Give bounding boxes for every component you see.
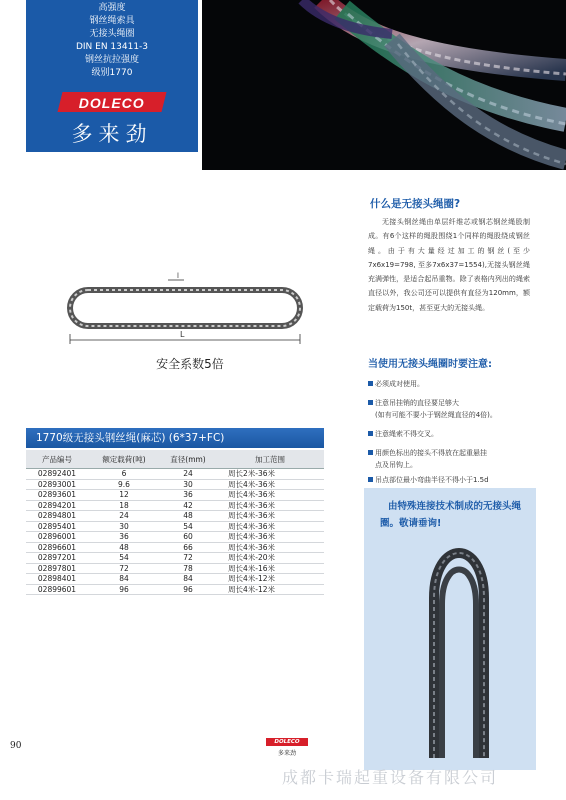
table-cell: 02892401 [26,469,88,480]
table-title: 1770级无接头钢丝绳(麻芯) (6*37+FC) [26,428,324,448]
note-item: 注意吊挂销的直径要足够大 [368,397,459,410]
table-cell: 02894201 [26,500,88,511]
brand-header-panel [26,0,198,152]
note-item: 吊点部位最小弯曲半径不得小于1.5d [368,474,489,487]
table-row [26,500,324,511]
table-cell: 周长4米-36米 [216,479,324,490]
table-cell: 6 [88,469,160,480]
table-cell: 周长4米-36米 [216,511,324,522]
bullet-square-icon [368,400,373,405]
sling-diagram [60,268,310,348]
safety-factor-label: 安全系数5倍 [156,357,224,371]
promo-text: 由特殊连接技术制成的无接头绳圈。敬请垂询! [380,501,522,529]
note-item: 注意绳索不得交叉。 [368,428,438,441]
table-row [26,469,324,480]
col-header: 产品编号 [26,450,88,469]
table-header-row [26,450,324,469]
bullet-square-icon [368,431,373,436]
table-row [26,574,324,585]
notes-title: 当使用无接头绳圈时要注意: [368,359,492,370]
col-header: 直径(mm) [160,450,216,469]
table-cell: 42 [160,500,216,511]
table-cell: 72 [160,553,216,564]
table-cell: 02896601 [26,542,88,553]
table-cell: 02897201 [26,553,88,564]
table-row [26,563,324,574]
table-cell: 18 [88,500,160,511]
table-cell: 02893601 [26,490,88,501]
header-line: 级别1770 [91,68,133,78]
table-row [26,490,324,501]
bullet-square-icon [368,477,373,482]
sling-outline [70,290,300,326]
table-cell: 周长4米-36米 [216,542,324,553]
table-cell: 02893001 [26,479,88,490]
table-cell: 24 [160,469,216,480]
table-cell: 54 [160,521,216,532]
table-cell: 02898401 [26,574,88,585]
sling-strands [70,290,300,326]
header-line: 高强度 [98,3,126,13]
watermark-text: 成都卡瑞起重设备有限公司 [282,768,499,787]
brand-name-cn: 多来劲 [71,122,153,146]
table-cell: 24 [88,511,160,522]
doleco-logo [58,92,167,112]
table-cell: 78 [160,563,216,574]
section-title-what-is: 什么是无接头绳圈? [370,198,461,210]
table-cell: 30 [160,479,216,490]
table-row [26,553,324,564]
table-cell: 周长4米-36米 [216,500,324,511]
table-row [26,532,324,543]
spec-table [26,450,324,595]
footer-logo: DOLECO [266,738,308,746]
table-cell: 66 [160,542,216,553]
table-cell: 36 [160,490,216,501]
table-cell: 周长4米-36米 [216,532,324,543]
table-cell: 48 [160,511,216,522]
table-cell: 02897801 [26,563,88,574]
col-header: 额定载荷(吨) [88,450,160,469]
table-cell: 周长4米-12米 [216,574,324,585]
header-line: 钢丝抗拉强度 [84,55,139,65]
bullet-square-icon [368,381,373,386]
note-item-continued: (如有可能不要小于钢丝绳直径的4倍)。 [375,411,497,419]
table-row [26,511,324,522]
table-cell: 02895401 [26,521,88,532]
bullet-square-icon [368,450,373,455]
table-cell: 周长2米-36米 [216,469,324,480]
page-number: 90 [10,741,22,751]
table-cell: 周长4米-20米 [216,553,324,564]
table-cell: 36 [88,532,160,543]
table-cell: 84 [160,574,216,585]
logo-text: DOLECO [78,95,145,111]
header-line: DIN EN 13411-3 [75,42,149,52]
table-cell: 9.6 [88,479,160,490]
table-body [26,469,324,595]
table-cell: 48 [88,542,160,553]
table-cell: 02894801 [26,511,88,522]
table-row [26,479,324,490]
table-cell: 96 [88,584,160,595]
table-row [26,542,324,553]
note-item: 必须成对使用。 [368,378,424,391]
table-cell: 30 [88,521,160,532]
table-cell: 60 [160,532,216,543]
table-cell: 12 [88,490,160,501]
wire-rope-photo [202,0,566,170]
table-cell: 周长4米-12米 [216,584,324,595]
table-cell: 周长4米-36米 [216,521,324,532]
header-line: 钢丝绳索具 [89,16,135,26]
note-item-continued: 点及吊钩上。 [375,461,417,469]
table-cell: 84 [88,574,160,585]
header-line: 无接头绳圈 [89,29,135,39]
table-row [26,521,324,532]
note-item: 用颜色标出的接头不得放在起重悬挂 [368,447,487,460]
rope-photo-graphic [202,0,566,170]
table-cell: 96 [160,584,216,595]
label-top: l [177,272,179,280]
table-cell: 周长4米-36米 [216,490,324,501]
section-body-what-is: 无接头钢丝绳由单层纤维芯或钢芯钢丝绳股制成。有6个这样的绳股围绕1个同样的绳股绕成钢丝绳。由于有大量经过加工的钢丝(至少7x6x19=798, 至多7x6x37=1554),无接头钢丝绳充满弹性，是适合起吊重物。除了表格内列出的绳索直径以外，我公司还可以提供有直径为120mm，额定载荷为150t，甚至更大的无接头绳。 [368,218,530,312]
table-cell: 54 [88,553,160,564]
table-row [26,584,324,595]
footer-brand-cn: 多来劲 [277,750,296,757]
label-bottom: L [180,330,185,339]
table-cell: 02899601 [26,584,88,595]
col-header: 加工范围 [216,450,324,469]
table-cell: 72 [88,563,160,574]
header-text-lines [26,2,198,80]
table-cell: 02896001 [26,532,88,543]
table-cell: 周长4米-16米 [216,563,324,574]
